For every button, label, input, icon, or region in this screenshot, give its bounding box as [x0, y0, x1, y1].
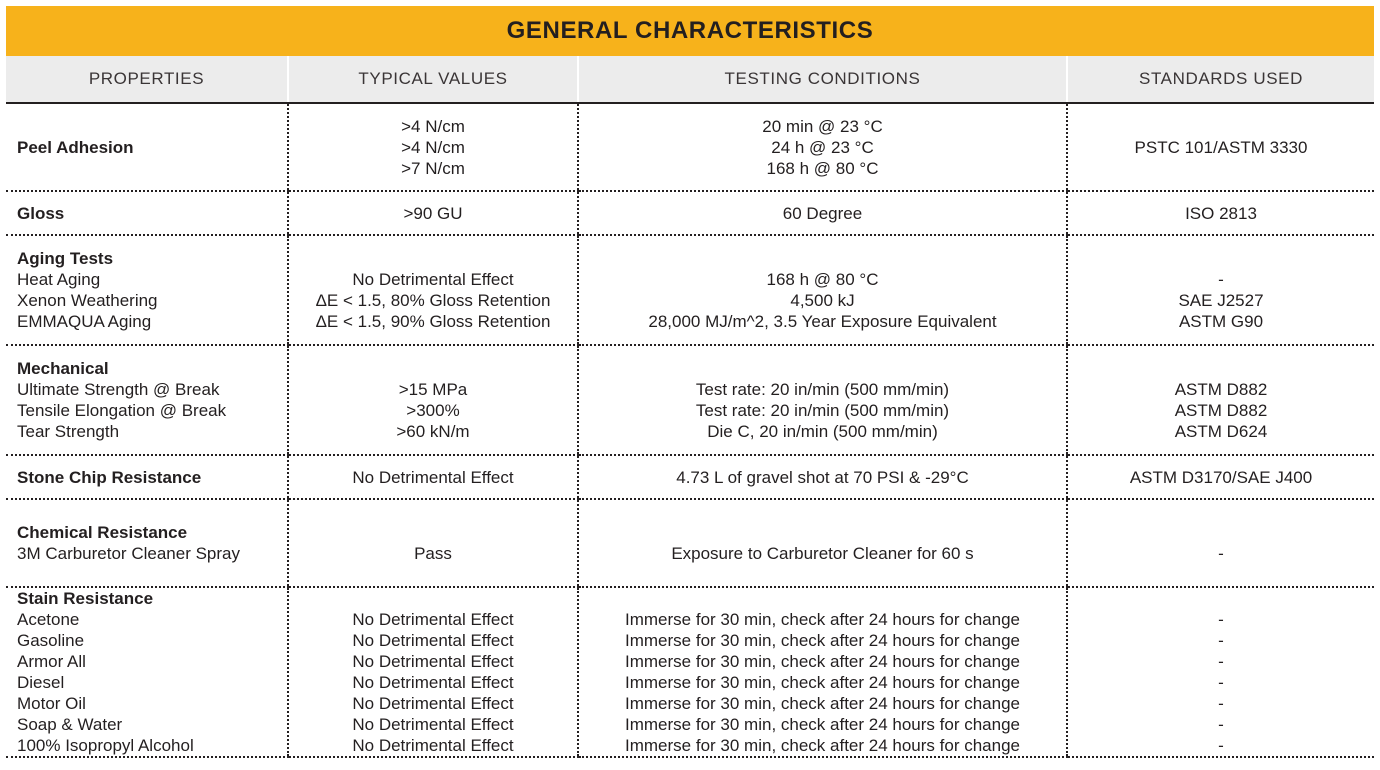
typical-value: >15 MPa [398, 380, 468, 399]
typical-value: No Detrimental Effect [352, 673, 514, 692]
testing-condition: 60 Degree [782, 203, 863, 223]
property-cell [6, 191, 288, 235]
typical-value-cell [288, 235, 578, 345]
testing-condition-cell [578, 587, 1067, 757]
property-cell [6, 455, 288, 499]
standard-value: - [1218, 631, 1224, 650]
testing-condition: 4.73 L of gravel shot at 70 PSI & -29°C [676, 467, 969, 487]
property-item: 3M Carburetor Cleaner Spray [17, 544, 240, 563]
header-row [6, 56, 1374, 103]
testing-condition-cell [578, 191, 1067, 235]
testing-condition: Immerse for 30 min, check after 24 hours for change [625, 715, 1020, 734]
table-row [6, 587, 1374, 757]
standard-value: - [1218, 673, 1224, 692]
testing-condition: Immerse for 30 min, check after 24 hours for change [625, 652, 1020, 671]
testing-condition-cell [578, 103, 1067, 191]
typical-value: No Detrimental Effect [352, 694, 514, 713]
property-group-label: Peel Adhesion [17, 137, 134, 157]
typical-value: No Detrimental Effect [352, 631, 514, 650]
property-item: EMMAQUA Aging [17, 312, 152, 331]
table-row [6, 455, 1374, 499]
typical-value-cell [288, 587, 578, 757]
standard-value: - [1218, 544, 1224, 563]
standard-value: ASTM G90 [1178, 312, 1264, 331]
property-item: Xenon Weathering [17, 291, 158, 310]
property-group-label: Gloss [17, 203, 65, 223]
property-group-label: Stone Chip Resistance [17, 467, 202, 487]
typical-value: >90 GU [403, 203, 463, 223]
typical-value: No Detrimental Effect [352, 610, 514, 629]
testing-condition-cell [578, 345, 1067, 455]
standard-value: - [1218, 694, 1224, 713]
typical-value: >60 kN/m [396, 422, 470, 441]
header-typical-values: TYPICAL VALUES [288, 56, 578, 103]
property-cell [6, 499, 288, 587]
table-row [6, 103, 1374, 191]
testing-condition: 24 h @ 23 °C [771, 137, 874, 157]
typical-value: ΔE < 1.5, 80% Gloss Retention [315, 291, 551, 310]
testing-condition: Test rate: 20 in/min (500 mm/min) [695, 401, 950, 420]
typical-value: No Detrimental Effect [352, 652, 514, 671]
property-item: Tensile Elongation @ Break [17, 401, 227, 420]
standard-value: - [1218, 610, 1224, 629]
standard-cell [1067, 191, 1374, 235]
property-item: Diesel [17, 673, 65, 692]
typical-value-cell [288, 499, 578, 587]
standard-value: ASTM D882 [1174, 401, 1268, 420]
testing-condition: Immerse for 30 min, check after 24 hours for change [625, 694, 1020, 713]
typical-value: >4 N/cm [401, 137, 465, 157]
property-item: Ultimate Strength @ Break [17, 380, 220, 399]
property-cell [6, 235, 288, 345]
table-row [6, 235, 1374, 345]
typical-value: No Detrimental Effect [352, 736, 514, 755]
header-testing-conditions: TESTING CONDITIONS [578, 56, 1067, 103]
standard-cell [1067, 587, 1374, 757]
property-group-label: Aging Tests [17, 249, 114, 268]
property-cell [6, 345, 288, 455]
typical-value-cell [288, 345, 578, 455]
standard-value: - [1218, 736, 1224, 755]
typical-value-cell [288, 103, 578, 191]
typical-value: >7 N/cm [401, 158, 465, 178]
standard-cell [1067, 103, 1374, 191]
typical-value: No Detrimental Effect [352, 270, 514, 289]
testing-condition-cell [578, 455, 1067, 499]
table-row [6, 191, 1374, 235]
header-standards-used: STANDARDS USED [1067, 56, 1374, 103]
property-item: Gasoline [17, 631, 85, 650]
typical-value: Pass [414, 544, 452, 563]
standard-value: SAE J2527 [1178, 291, 1264, 310]
standard-value: - [1218, 270, 1224, 289]
typical-value: >4 N/cm [401, 116, 465, 136]
testing-condition: 20 min @ 23 °C [762, 116, 883, 136]
table-row [6, 499, 1374, 587]
testing-condition: 168 h @ 80 °C [766, 158, 879, 178]
property-group-label: Stain Resistance [17, 589, 154, 608]
table-row [6, 345, 1374, 455]
property-item: Acetone [17, 610, 80, 629]
header-properties: PROPERTIES [6, 56, 288, 103]
property-cell [6, 103, 288, 191]
standard-value: ISO 2813 [1185, 203, 1257, 223]
characteristics-table [6, 56, 1374, 758]
standard-value: PSTC 101/ASTM 3330 [1134, 137, 1308, 157]
standard-cell [1067, 235, 1374, 345]
property-item: Soap & Water [17, 715, 123, 734]
standard-cell [1067, 455, 1374, 499]
testing-condition: 28,000 MJ/m^2, 3.5 Year Exposure Equivalent [648, 312, 997, 331]
testing-condition: Immerse for 30 min, check after 24 hours for change [625, 736, 1020, 755]
testing-condition: 168 h @ 80 °C [766, 270, 879, 289]
standard-value: - [1218, 652, 1224, 671]
testing-condition: Immerse for 30 min, check after 24 hours for change [625, 673, 1020, 692]
standard-value: ASTM D3170/SAE J400 [1129, 467, 1313, 487]
testing-condition: 4,500 kJ [790, 291, 855, 310]
typical-value-cell [288, 455, 578, 499]
property-cell [6, 587, 288, 757]
testing-condition-cell [578, 499, 1067, 587]
testing-condition: Immerse for 30 min, check after 24 hours for change [625, 610, 1020, 629]
testing-condition: Exposure to Carburetor Cleaner for 60 s [671, 544, 974, 563]
typical-value: >300% [406, 401, 460, 420]
table-body [6, 103, 1374, 757]
typical-value: No Detrimental Effect [352, 715, 514, 734]
standard-value: ASTM D624 [1174, 422, 1268, 441]
testing-condition: Die C, 20 in/min (500 mm/min) [707, 422, 938, 441]
standard-cell [1067, 345, 1374, 455]
testing-condition: Test rate: 20 in/min (500 mm/min) [695, 380, 950, 399]
typical-value-cell [288, 191, 578, 235]
testing-condition-cell [578, 235, 1067, 345]
table-title: GENERAL CHARACTERISTICS [6, 6, 1374, 56]
typical-value: ΔE < 1.5, 90% Gloss Retention [315, 312, 551, 331]
standard-value: ASTM D882 [1174, 380, 1268, 399]
standard-cell [1067, 499, 1374, 587]
standard-value: - [1218, 715, 1224, 734]
property-item: Heat Aging [17, 270, 101, 289]
typical-value: No Detrimental Effect [352, 467, 514, 487]
property-item: Motor Oil [17, 694, 86, 713]
testing-condition: Immerse for 30 min, check after 24 hours for change [625, 631, 1020, 650]
property-item: 100% Isopropyl Alcohol [17, 736, 194, 755]
property-item: Tear Strength [17, 422, 120, 441]
characteristics-sheet [6, 6, 1374, 758]
property-group-label: Chemical Resistance [17, 523, 188, 542]
property-item: Armor All [17, 652, 86, 671]
property-group-label: Mechanical [17, 359, 109, 378]
